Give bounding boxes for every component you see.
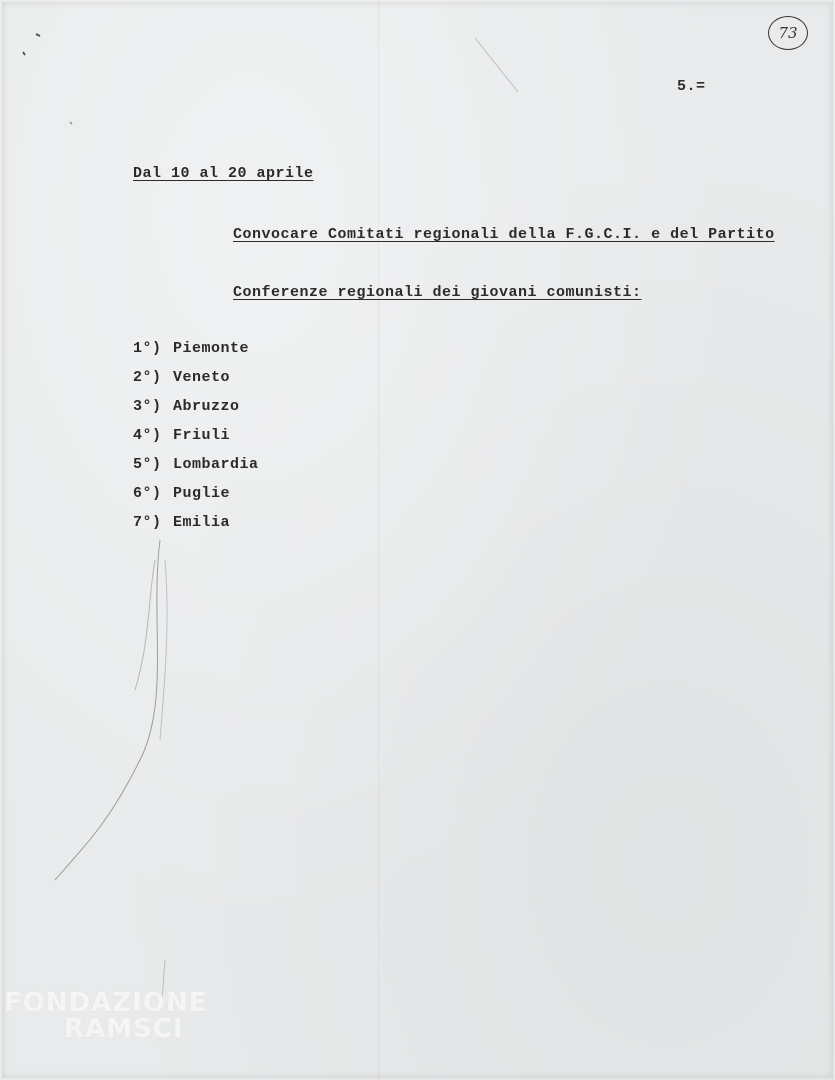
region-name: Piemonte [173, 340, 250, 357]
region-name: Veneto [173, 369, 231, 386]
region-number: 7°) [133, 514, 162, 531]
page-number: 5.= [677, 78, 706, 95]
watermark-line-2: RAMSCI [64, 1014, 184, 1044]
conferences-heading: Conferenze regionali dei giovani comunisti: [233, 284, 642, 301]
archive-watermark [4, 990, 207, 1042]
region-name: Friuli [173, 427, 231, 444]
region-number: 2°) [133, 369, 162, 386]
region-number: 6°) [133, 485, 162, 502]
region-number: 5°) [133, 456, 162, 473]
archive-number: 73 [768, 16, 808, 50]
date-heading: Dal 10 al 20 aprile [133, 165, 314, 182]
region-name: Abruzzo [173, 398, 240, 415]
region-number: 1°) [133, 340, 162, 357]
convocation-line: Convocare Comitati regionali della F.G.C.I. e del Partito [233, 226, 775, 243]
region-number: 3°) [133, 398, 162, 415]
region-name: Emilia [173, 514, 231, 531]
region-number: 4°) [133, 427, 162, 444]
region-name: Puglie [173, 485, 231, 502]
watermark-line-1: FONDAZIONE [4, 988, 208, 1018]
region-name: Lombardia [173, 456, 259, 473]
